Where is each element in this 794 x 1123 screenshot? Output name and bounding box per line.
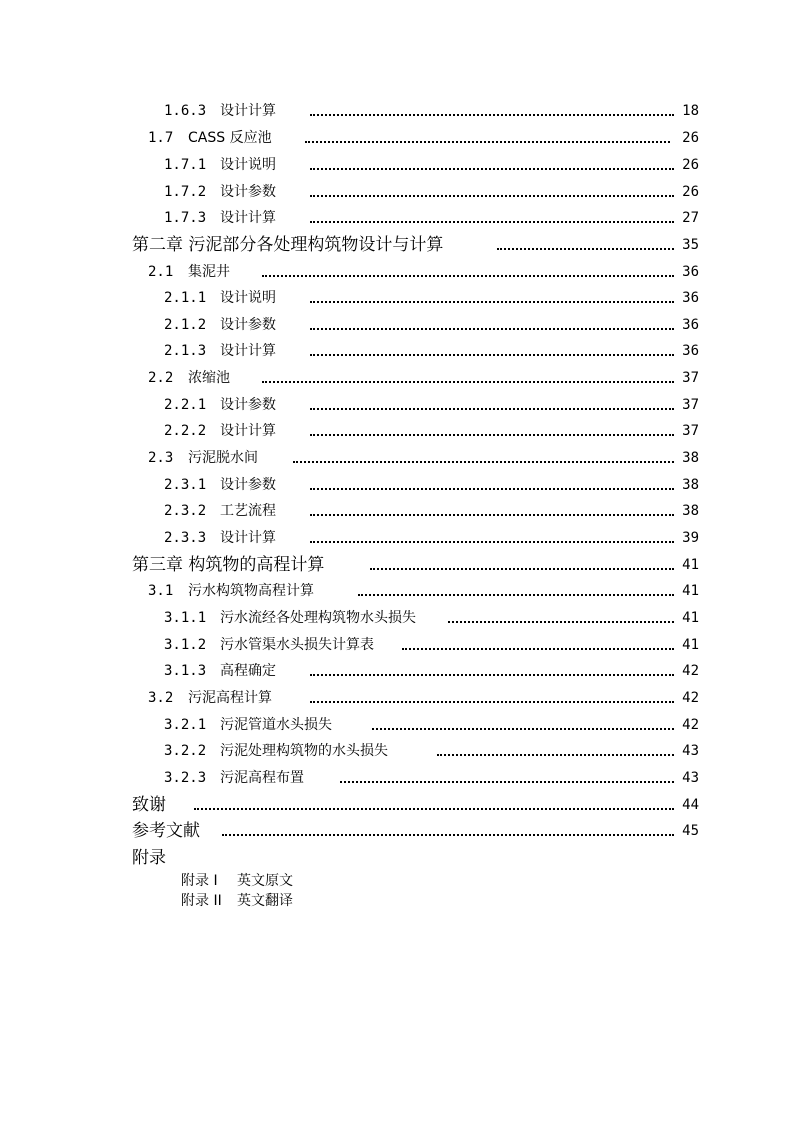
toc-entry[interactable] xyxy=(0,525,794,551)
toc-entry-page: 37 xyxy=(682,370,699,386)
toc-entry-title: 设计计算 xyxy=(220,423,276,439)
appendix-item[interactable] xyxy=(181,871,293,891)
toc-entry-page: 36 xyxy=(682,290,699,306)
toc-entry[interactable] xyxy=(0,338,794,364)
toc-leader-dots xyxy=(448,621,674,623)
toc-leader-dots xyxy=(262,275,674,277)
toc-entry-number: 1.6.3 xyxy=(164,103,207,119)
toc-leader-dots xyxy=(310,674,674,676)
toc-entry-number: 3.1.3 xyxy=(164,663,207,679)
toc-entry-page: 36 xyxy=(682,264,699,280)
toc-entry-page: 37 xyxy=(682,397,699,413)
toc-entry[interactable] xyxy=(0,765,794,791)
toc-entry-page: 38 xyxy=(682,450,699,466)
appendix-label: 附录 I xyxy=(181,873,218,889)
toc-entry-page: 37 xyxy=(682,423,699,439)
toc-entry-page: 35 xyxy=(682,237,699,253)
toc-entry[interactable] xyxy=(0,712,794,738)
toc-leader-dots xyxy=(310,114,674,116)
toc-entry-page: 43 xyxy=(682,770,699,786)
toc-entry-title: 污水管渠水头损失计算表 xyxy=(220,637,374,653)
toc-entry-page: 27 xyxy=(682,210,699,226)
toc-entry-title: 设计参数 xyxy=(220,184,276,200)
toc-entry-page: 18 xyxy=(682,103,699,119)
toc-leader-dots xyxy=(310,221,674,223)
toc-entry-title: 污水流经各处理构筑物水头损失 xyxy=(220,610,416,626)
toc-entry[interactable] xyxy=(0,685,794,711)
toc-entry[interactable] xyxy=(0,365,794,391)
toc-chapter-title: 第三章 构筑物的高程计算 xyxy=(132,555,325,575)
toc-entry-title: 污泥高程计算 xyxy=(188,690,272,706)
toc-chapter-title: 附录 xyxy=(132,848,166,868)
toc-entry-title: 设计参数 xyxy=(220,477,276,493)
appendix-item[interactable] xyxy=(181,891,293,911)
toc-chapter-title: 参考文献 xyxy=(132,821,200,841)
toc-entry[interactable] xyxy=(0,578,794,604)
toc-leader-dots xyxy=(310,541,674,543)
toc-entry-title: 污泥脱水间 xyxy=(188,450,258,466)
toc-entry-page: 36 xyxy=(682,343,699,359)
toc-entry[interactable] xyxy=(0,312,794,338)
toc-chapter-title: 第二章 污泥部分各处理构筑物设计与计算 xyxy=(132,235,444,255)
toc-leader-dots xyxy=(305,141,670,143)
toc-leader-dots xyxy=(310,408,674,410)
toc-entry-page: 38 xyxy=(682,477,699,493)
toc-entry-title: 高程确定 xyxy=(220,663,276,679)
toc-leader-dots xyxy=(310,168,674,170)
toc-entry-page: 38 xyxy=(682,503,699,519)
toc-leader-dots xyxy=(222,834,674,836)
toc-leader-dots xyxy=(310,701,674,703)
toc-leader-dots xyxy=(310,434,674,436)
toc-leader-dots xyxy=(310,328,674,330)
toc-entry-page: 42 xyxy=(682,690,699,706)
toc-entry-number: 2.1.2 xyxy=(164,317,207,333)
toc-entry-title: 工艺流程 xyxy=(220,503,276,519)
toc-entry-page: 41 xyxy=(682,557,699,573)
toc-entry-number: 2.2 xyxy=(148,370,174,386)
toc-entry-page: 26 xyxy=(682,184,699,200)
toc-entry-number: 2.3.3 xyxy=(164,530,207,546)
toc-entry-page: 41 xyxy=(682,583,699,599)
toc-entry-title: 设计说明 xyxy=(220,290,276,306)
toc-entry-page: 44 xyxy=(682,797,699,813)
toc-entry-title: 设计说明 xyxy=(220,157,276,173)
toc-entry-page: 42 xyxy=(682,717,699,733)
toc-chapter[interactable] xyxy=(0,552,794,578)
toc-entry-title: 设计参数 xyxy=(220,317,276,333)
toc-leader-dots xyxy=(310,488,674,490)
toc-entry-number: 3.2.3 xyxy=(164,770,207,786)
toc-entry[interactable] xyxy=(0,205,794,231)
toc-entry[interactable] xyxy=(0,658,794,684)
toc-entry[interactable] xyxy=(0,498,794,524)
toc-entry-page: 45 xyxy=(682,823,699,839)
toc-entry[interactable] xyxy=(0,259,794,285)
toc-entry-number: 2.1.3 xyxy=(164,343,207,359)
toc-entry[interactable] xyxy=(0,738,794,764)
toc-entry-number: 1.7 xyxy=(148,130,174,146)
toc-entry-page: 41 xyxy=(682,610,699,626)
toc-entry-page: 43 xyxy=(682,743,699,759)
toc-chapter[interactable] xyxy=(0,792,794,818)
toc-entry[interactable] xyxy=(0,472,794,498)
toc-entry-number: 2.1.1 xyxy=(164,290,207,306)
toc-entry-page: 26 xyxy=(682,157,699,173)
toc-entry-number: 2.3 xyxy=(148,450,174,466)
toc-entry[interactable] xyxy=(0,179,794,205)
toc-chapter-title: 致谢 xyxy=(132,795,166,815)
toc-leader-dots xyxy=(497,248,674,250)
toc-entry-page: 36 xyxy=(682,317,699,333)
toc-leader-dots xyxy=(310,514,674,516)
toc-entry-page: 26 xyxy=(682,130,699,146)
toc-entry-title: 设计参数 xyxy=(220,397,276,413)
toc-entry-page: 39 xyxy=(682,530,699,546)
toc-entry-number: 3.1 xyxy=(148,583,174,599)
toc-entry-title: 集泥井 xyxy=(188,264,230,280)
toc-entry-title: 设计计算 xyxy=(220,103,276,119)
toc-leader-dots xyxy=(310,195,674,197)
toc-leader-dots xyxy=(194,808,674,810)
appendix-label: 附录 II xyxy=(181,893,222,909)
toc-entry-number: 1.7.2 xyxy=(164,184,207,200)
toc-entry-page: 42 xyxy=(682,663,699,679)
toc-entry-number: 3.2 xyxy=(148,690,174,706)
toc-entry-page: 41 xyxy=(682,637,699,653)
toc-chapter[interactable] xyxy=(0,845,794,871)
toc-entry[interactable] xyxy=(0,445,794,471)
toc-entry-number: 2.1 xyxy=(148,264,174,280)
appendix-title: 英文翻译 xyxy=(237,893,293,909)
toc-entry-title: 设计计算 xyxy=(220,530,276,546)
toc-entry-title: CASS 反应池 xyxy=(188,130,272,146)
toc-entry-title: 设计计算 xyxy=(220,210,276,226)
toc-leader-dots xyxy=(293,461,674,463)
toc-entry-number: 2.2.1 xyxy=(164,397,207,413)
toc-entry[interactable] xyxy=(0,98,794,124)
toc-leader-dots xyxy=(310,354,674,356)
toc-leader-dots xyxy=(340,781,674,783)
toc-entry-title: 污泥处理构筑物的水头损失 xyxy=(220,743,388,759)
toc-leader-dots xyxy=(370,568,674,570)
toc-entry-number: 1.7.1 xyxy=(164,157,207,173)
toc-chapter[interactable] xyxy=(0,232,794,258)
toc-entry-title: 设计计算 xyxy=(220,343,276,359)
toc-entry-title: 污泥高程布置 xyxy=(220,770,304,786)
toc-entry-title: 污泥管道水头损失 xyxy=(220,717,332,733)
toc-leader-dots xyxy=(372,728,674,730)
toc-leader-dots xyxy=(310,301,674,303)
toc-entry-number: 2.3.2 xyxy=(164,503,207,519)
toc-entry-number: 1.7.3 xyxy=(164,210,207,226)
toc-entry-number: 2.3.1 xyxy=(164,477,207,493)
toc-entry-title: 污水构筑物高程计算 xyxy=(188,583,314,599)
toc-leader-dots xyxy=(262,381,674,383)
toc-entry[interactable] xyxy=(0,418,794,444)
toc-leader-dots xyxy=(402,648,674,650)
appendix-title: 英文原文 xyxy=(237,873,293,889)
toc-entry-number: 3.1.2 xyxy=(164,637,207,653)
toc-entry-number: 3.1.1 xyxy=(164,610,207,626)
toc-entry-number: 3.2.1 xyxy=(164,717,207,733)
toc-entry[interactable] xyxy=(0,392,794,418)
toc-entry[interactable] xyxy=(0,632,794,658)
toc-entry-number: 2.2.2 xyxy=(164,423,207,439)
toc-leader-dots xyxy=(358,594,674,596)
toc-chapter[interactable] xyxy=(0,818,794,844)
toc-entry-title: 浓缩池 xyxy=(188,370,230,386)
toc-entry[interactable] xyxy=(0,285,794,311)
toc-entry[interactable] xyxy=(0,605,794,631)
toc-entry-number: 3.2.2 xyxy=(164,743,207,759)
toc-entry[interactable] xyxy=(0,125,794,151)
toc-entry[interactable] xyxy=(0,152,794,178)
toc-leader-dots xyxy=(437,754,674,756)
